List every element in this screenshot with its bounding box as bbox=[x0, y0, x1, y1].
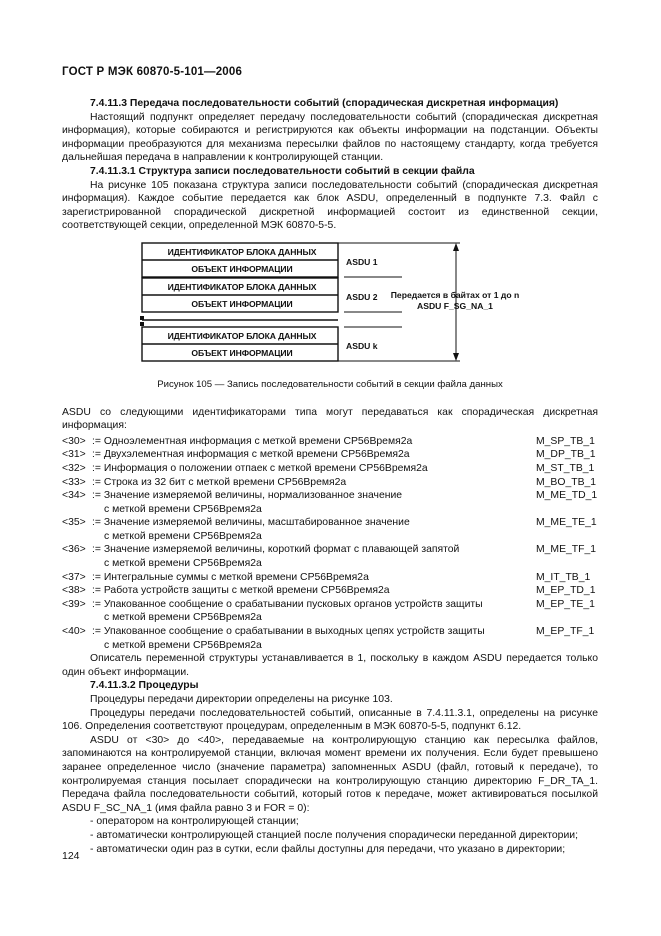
figure-caption: Рисунок 105 — Запись последовательности событий в секции файла данных bbox=[157, 378, 503, 390]
row-info-object: ОБЪЕКТ ИНФОРМАЦИИ bbox=[191, 263, 293, 274]
type-description-continuation: с меткой времени CP56Время2а bbox=[104, 612, 262, 624]
type-identifier: M_ME_TE_1 bbox=[536, 517, 597, 529]
type-description: := Одноэлементная информация с меткой времени CP56Время2а bbox=[92, 435, 413, 447]
page-content bbox=[62, 97, 598, 856]
type-description: := Информация о положении отпаек с меткой времени CP56Время2а bbox=[92, 462, 428, 474]
bytes-note-line: ASDU F_SG_NA_1 bbox=[417, 300, 493, 311]
type-list-item bbox=[62, 448, 598, 462]
bytes-note-line: Передается в байтах от 1 до n bbox=[390, 289, 520, 300]
type-identifier: M_ST_TB_1 bbox=[536, 462, 595, 474]
type-list-item bbox=[62, 625, 598, 639]
type-description-continuation: с меткой времени CP56Время2а bbox=[104, 503, 262, 515]
type-code: <37> bbox=[62, 571, 86, 583]
type-description: := Значение измеряемой величины, масштабированное значение bbox=[92, 517, 410, 529]
type-description: := Упакованное сообщение о срабатывании в выходных цепях устройств защиты bbox=[92, 626, 485, 638]
paragraph: Процедуры передачи последовательностей событий, описанные в 7.4.11.3.1, определены на рисунке 106. Определения соответствуют процедурам, определенным в МЭК 60870-5-5, подпункт 6.12. bbox=[62, 707, 598, 733]
type-code: <36> bbox=[62, 544, 86, 556]
type-list-item bbox=[62, 571, 598, 585]
type-description-continuation: с меткой времени CP56Время2а bbox=[104, 639, 262, 651]
type-description: := Интегральные суммы с меткой времени CP56Время2а bbox=[92, 571, 369, 583]
type-description: := Упакованное сообщение о срабатывании пусковых органов устройств защиты bbox=[92, 598, 483, 610]
type-code: <33> bbox=[62, 476, 86, 488]
type-identifier-list bbox=[62, 435, 598, 653]
type-identifier: M_ME_TF_1 bbox=[536, 544, 597, 556]
type-identifier: M_BO_TB_1 bbox=[536, 476, 597, 488]
type-identifier: M_EP_TF_1 bbox=[536, 626, 595, 638]
paragraph: ASDU от <30> до <40>, передаваемые на контролирующую станцию как пересылка файлов, запоминаются на контролируемой станции, включая момент времени их получения. Если будет превышено заранее определенное число (значение параметра) запомненных ASDU (файл, готовый к передаче), то контролируемая станция посылает спорадически на контролирующую станцию директорию F_DR_TA_1. Передача файла последовательности событий, который готов к передаче, может активироваться посылкой ASDU F_SC_NA_1 (имя файла равно 3 и FOR = 0): bbox=[62, 734, 598, 814]
type-code: <30> bbox=[62, 435, 86, 447]
list-item: - автоматически один раз в сутки, если файлы доступны для передачи, что указано в директории; bbox=[90, 843, 566, 855]
type-identifier: M_ME_TD_1 bbox=[536, 490, 598, 502]
type-identifier: M_EP_TE_1 bbox=[536, 598, 595, 610]
type-list-item bbox=[62, 489, 598, 503]
type-description: := Значение измеряемой величины, короткий формат с плавающей запятой bbox=[92, 544, 460, 556]
type-code: <34> bbox=[62, 490, 86, 502]
bytes-note bbox=[380, 290, 530, 312]
row-data-unit-id: ИДЕНТИФИКАТОР БЛОКА ДАННЫХ bbox=[167, 330, 317, 341]
type-identifier: M_SP_TB_1 bbox=[536, 435, 595, 447]
type-list-item bbox=[62, 543, 598, 557]
row-data-unit-id: ИДЕНТИФИКАТОР БЛОКА ДАННЫХ bbox=[167, 281, 317, 292]
paragraph: ASDU со следующими идентификаторами типа могут передаваться как спорадическая дискретная информация: bbox=[62, 406, 598, 432]
type-list-item bbox=[62, 584, 598, 598]
type-list-item bbox=[62, 435, 598, 449]
type-code: <40> bbox=[62, 626, 86, 638]
paragraph: Процедуры передачи директории определены на рисунке 103. bbox=[90, 694, 393, 705]
type-code: <31> bbox=[62, 449, 86, 461]
paragraph: Настоящий подпункт определяет передачу последовательности событий (спорадическая дискретная информация), которые собираются и регистрируются как объекты информации на подстанции. Объекты информации преобразуются для механизма пересылки файлов по настоящему стандарту, когда требуется дальнейшая передача в направлении к контролирующей станции. bbox=[62, 111, 598, 164]
section-heading: 7.4.11.3 Передача последовательности событий (спорадическая дискретная информация) bbox=[90, 98, 559, 109]
type-identifier: M_EP_TD_1 bbox=[536, 585, 596, 597]
type-code: <38> bbox=[62, 585, 86, 597]
type-code: <39> bbox=[62, 598, 86, 610]
subsection-heading: 7.4.11.3.2 Процедуры bbox=[90, 680, 199, 692]
type-description: := Строка из 32 бит с меткой времени CP56Время2а bbox=[92, 476, 347, 488]
list-item: - оператором на контролирующей станции; bbox=[90, 816, 299, 828]
row-info-object: ОБЪЕКТ ИНФОРМАЦИИ bbox=[191, 298, 293, 309]
type-list-item bbox=[62, 516, 598, 530]
type-list-item bbox=[62, 598, 598, 612]
figure-105 bbox=[62, 240, 598, 374]
type-identifier: M_DP_TB_1 bbox=[536, 449, 596, 461]
type-description: := Работа устройств защиты с меткой времени CP56Время2а bbox=[92, 585, 390, 597]
type-code: <35> bbox=[62, 517, 86, 529]
paragraph: Описатель переменной структуры устанавливается в 1, поскольку в каждом ASDU передается только один объект информации. bbox=[62, 653, 598, 678]
type-code: <32> bbox=[62, 462, 86, 474]
type-description: := Двухэлементная информация с меткой времени CP56Время2а bbox=[92, 449, 410, 461]
type-list-item bbox=[62, 476, 598, 490]
type-description-continuation: с меткой времени CP56Время2а bbox=[104, 558, 262, 570]
subsection-heading: 7.4.11.3.1 Структура записи последовательности событий в секции файла bbox=[90, 165, 475, 177]
page-number: 124 bbox=[62, 850, 80, 862]
type-description-continuation: с меткой времени CP56Время2а bbox=[104, 530, 262, 542]
type-list-item bbox=[62, 462, 598, 476]
paragraph: На рисунке 105 показана структура записи последовательности событий (спорадическая дискретная информация). Каждое событие передается как блок ASDU, определенный в подпункте 7.3. Файл с зарегистрированной спорадической дискретной информацией состоит из единственной секции, соответствующей секции, определенной МЭК 60870-5-5. bbox=[62, 179, 598, 232]
type-identifier: M_IT_TB_1 bbox=[536, 571, 591, 583]
list-item: - автоматически контролирующей станцией после получения спорадически переданной директории; bbox=[90, 829, 578, 841]
type-description: := Значение измеряемой величины, нормализованное значение bbox=[92, 490, 403, 502]
asdu-2-label: ASDU 2 bbox=[346, 291, 378, 302]
asdu-k-label: ASDU k bbox=[346, 340, 378, 351]
row-data-unit-id: ИДЕНТИФИКАТОР БЛОКА ДАННЫХ bbox=[167, 246, 317, 257]
row-info-object: ОБЪЕКТ ИНФОРМАЦИИ bbox=[191, 347, 293, 358]
asdu-1-label: ASDU 1 bbox=[346, 256, 378, 267]
document-header: ГОСТ Р МЭК 60870-5-101—2006 bbox=[62, 66, 243, 78]
